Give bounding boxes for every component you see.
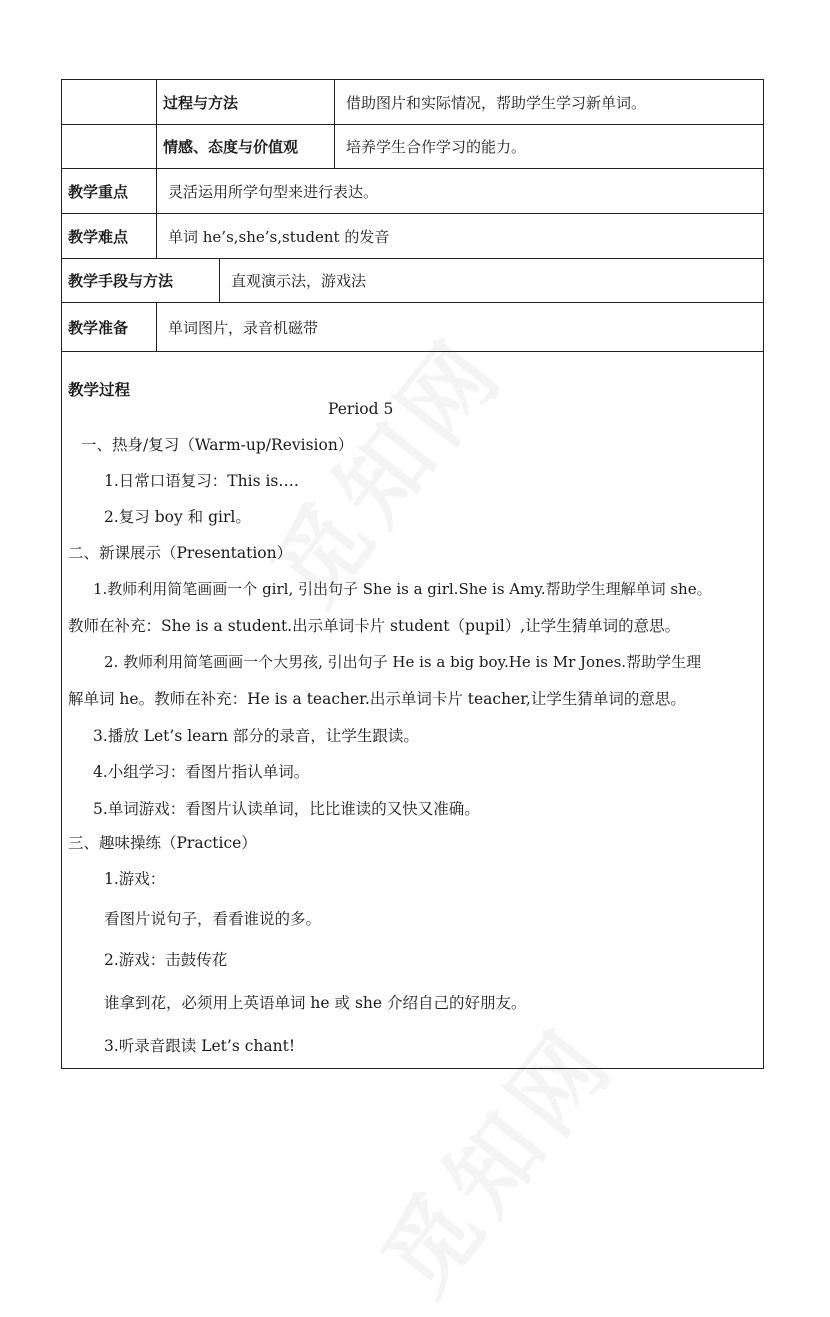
preparation-text: 单词图片，录音机磁带 xyxy=(156,303,763,351)
process-line: 1.日常口语复习：This is…. xyxy=(104,472,299,490)
process-line: 一、热身/复习（Warm-up/Revision） xyxy=(81,436,354,454)
row-methods xyxy=(62,259,763,303)
emotion-text: 培养学生合作学习的能力。 xyxy=(334,125,763,168)
process-title: 教学过程 xyxy=(68,381,131,399)
key-points-label: 教学重点 xyxy=(68,182,129,201)
key-points-text: 灵活运用所学句型来进行表达。 xyxy=(156,169,763,213)
difficulties-label: 教学难点 xyxy=(68,227,129,246)
row-difficulties xyxy=(62,214,763,259)
period-heading: Period 5 xyxy=(328,400,394,418)
methods-label: 教学手段与方法 xyxy=(68,272,174,290)
row-emotion xyxy=(62,125,763,169)
process-line: 5.单词游戏：看图片认读单词，比比谁读的又快又准确。 xyxy=(93,800,480,818)
lesson-plan-table xyxy=(61,79,764,1069)
teaching-process xyxy=(62,352,763,1068)
process-line: 二、新课展示（Presentation） xyxy=(68,544,293,562)
methods-text: 直观演示法，游戏法 xyxy=(219,259,763,302)
preparation-label: 教学准备 xyxy=(68,318,129,337)
process-line: 谁拿到花，必须用上英语单词 he 或 she 介绍自己的好朋友。 xyxy=(104,994,527,1012)
row-preparation xyxy=(62,303,763,352)
process-line: 三、趣味操练（Practice） xyxy=(68,834,257,852)
process-method-text: 借助图片和实际情况，帮助学生学习新单词。 xyxy=(334,80,763,124)
process-method-label: 过程与方法 xyxy=(156,80,396,124)
process-line: 2. 教师利用简笔画画一个大男孩, 引出句子 He is a big boy.He is Mr Jones.帮助学生理 xyxy=(104,653,702,671)
process-line: 1.游戏： xyxy=(104,870,166,888)
process-line: 2.复习 boy 和 girl。 xyxy=(104,508,251,526)
row-process-method xyxy=(62,80,763,125)
process-line: 3.播放 Let’s learn 部分的录音，让学生跟读。 xyxy=(93,727,419,745)
difficulties-text: 单词 he’s,she’s,student 的发音 xyxy=(156,214,763,258)
merged-objective-cell xyxy=(62,80,156,169)
process-line: 看图片说句子，看看谁说的多。 xyxy=(104,910,322,928)
row-key-points xyxy=(62,169,763,214)
emotion-label: 情感、态度与价值观 xyxy=(156,125,334,168)
process-line: 1.教师利用简笔画画一个 girl, 引出句子 She is a girl.She is Amy.帮助学生理解单词 she。 xyxy=(93,580,712,598)
process-line: 教师在补充：She is a student.出示单词卡片 student（pupil）,让学生猜单词的意思。 xyxy=(68,617,681,635)
process-line: 解单词 he。教师在补充：He is a teacher.出示单词卡片 teacher,让学生猜单词的意思。 xyxy=(68,690,686,708)
process-line: 2.游戏：击鼓传花 xyxy=(104,951,228,969)
process-line: 4.小组学习：看图片指认单词。 xyxy=(93,763,310,781)
process-line: 3.听录音跟读 Let’s chant! xyxy=(104,1037,296,1055)
